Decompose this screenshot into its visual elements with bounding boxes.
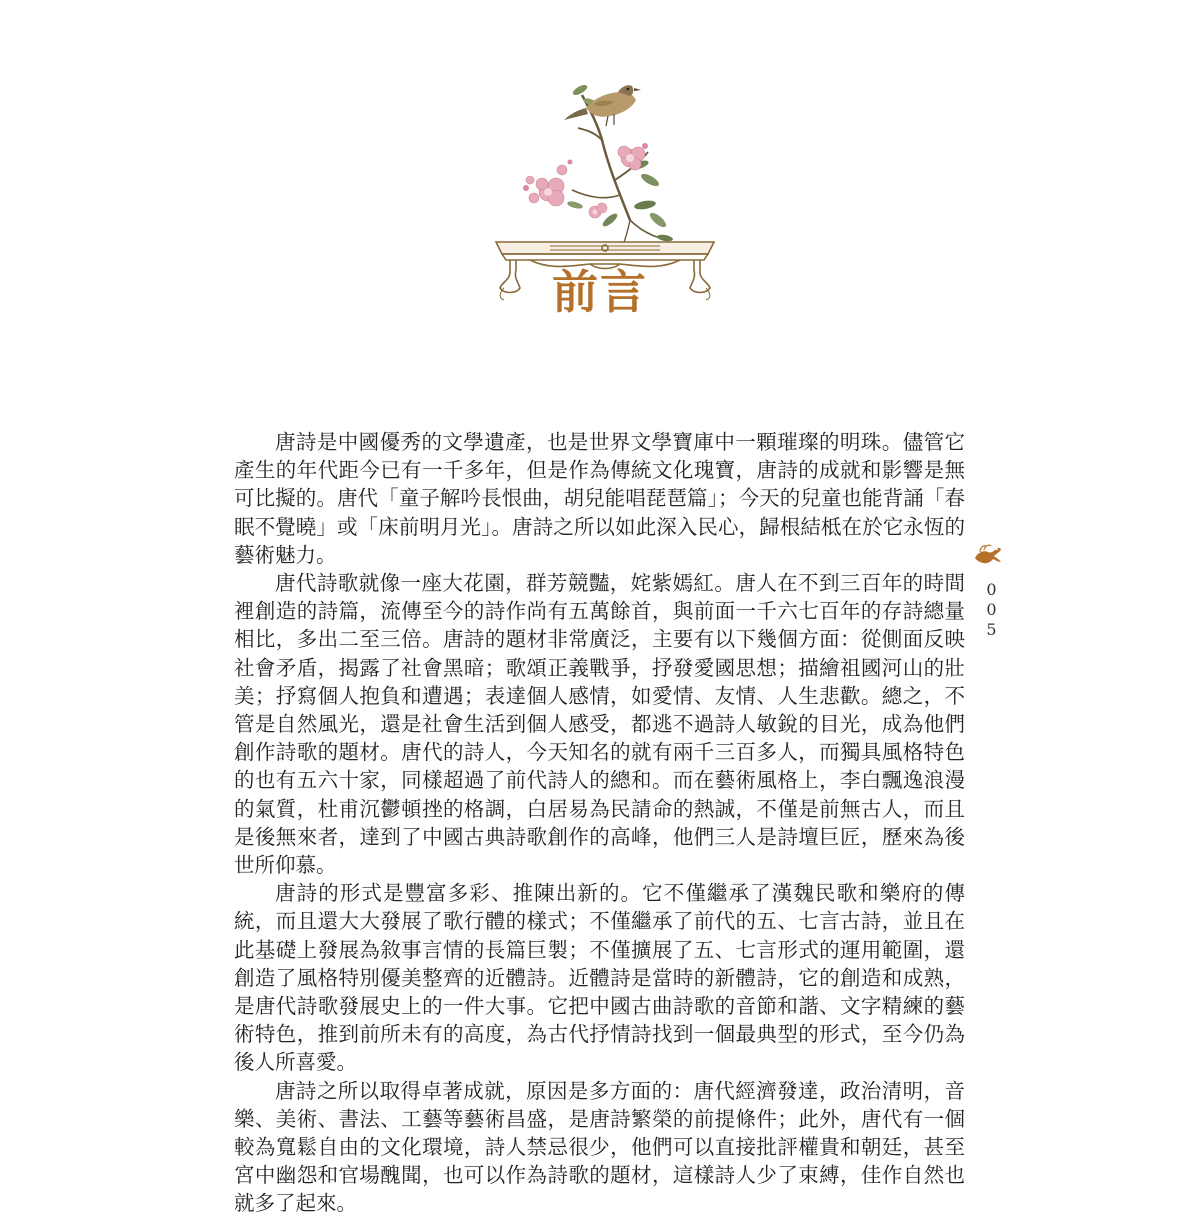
- paragraph: 唐詩之所以取得卓著成就，原因是多方面的：唐代經濟發達，政治清明，音樂、美術、書法、工藝等藝術昌盛，是唐詩繁榮的前提條件；此外，唐代有一個較為寬鬆自由的文化環境，詩人禁忌很少，他們可以直接批評權貴和朝廷，甚至宮中幽怨和官場醜聞，也可以作為詩歌的題材，這樣詩人少了束縛，佳作自然也就多了起來。: [234, 1078, 965, 1216]
- dragon-icon: [972, 540, 1004, 568]
- page-heading: 前言: [552, 265, 648, 319]
- page-number: 005: [982, 580, 1001, 640]
- paragraph: 唐詩的形式是豐富多彩、推陳出新的。它不僅繼承了漢魏民歌和樂府的傳統，而且還大大發展了歌行體的樣式；不僅繼承了前代的五、七言古詩，並且在此基礎上發展為敘事言情的長篇巨製；不僅擴展了五、七言形式的運用範圍，還創造了風格特別優美整齊的近體詩。近體詩是當時的新體詩，它的創造和成熟，是唐代詩歌發展史上的一件大事。它把中國古曲詩歌的音節和諧、文字精練的藝術特色，推到前所未有的高度，為古代抒情詩找到一個最典型的形式，至今仍為後人所喜愛。: [234, 881, 965, 1075]
- paragraph: 唐代詩歌就像一座大花園，群芳競豔，姹紫嫣紅。唐人在不到三百年的時間裡創造的詩篇，流傳至今的詩作尚有五萬餘首，與前面一千六七百年的存詩總量相比，多出二至三倍。唐詩的題材非常廣泛，主要有以下幾個方面：從側面反映社會矛盾，揭露了社會黑暗；歌頌正義戰爭，抒發愛國思想；描繪祖國河山的壯美；抒寫個人抱負和遭遇；表達個人感情，如愛情、友情、人生悲歡。總之，不管是自然風光，還是社會生活到個人感受，都逃不過詩人敏銳的目光，成為他們創作詩歌的題材。唐代的詩人，今天知名的就有兩千三百多人，而獨具風格特色的也有五六十家，同樣超過了前代詩人的總和。而在藝術風格上，李白飄逸浪漫的氣質，杜甫沉鬱頓挫的格調，白居易為民請命的熱誠，不僅是前無古人，而且是後無來者，達到了中國古典詩歌創作的高峰，他們三人是詩壇巨匠，歷來為後世所仰慕。: [234, 571, 965, 878]
- paragraph: 唐詩是中國優秀的文學遺產，也是世界文學寶庫中一顆璀璨的明珠。儘管它產生的年代距今已有一千多年，但是作為傳統文化瑰寶，唐詩的成就和影響是無可比擬的。唐代「童子解吟長恨曲，胡兒能唱琵琶篇」；今天的兒童也能背誦「春眠不覺曉」或「床前明月光」。唐詩之所以如此深入民心，歸根結柢在於它永恆的藝術魅力。: [234, 430, 965, 567]
- page-marker: [972, 540, 1008, 640]
- preface-body: [234, 428, 965, 1218]
